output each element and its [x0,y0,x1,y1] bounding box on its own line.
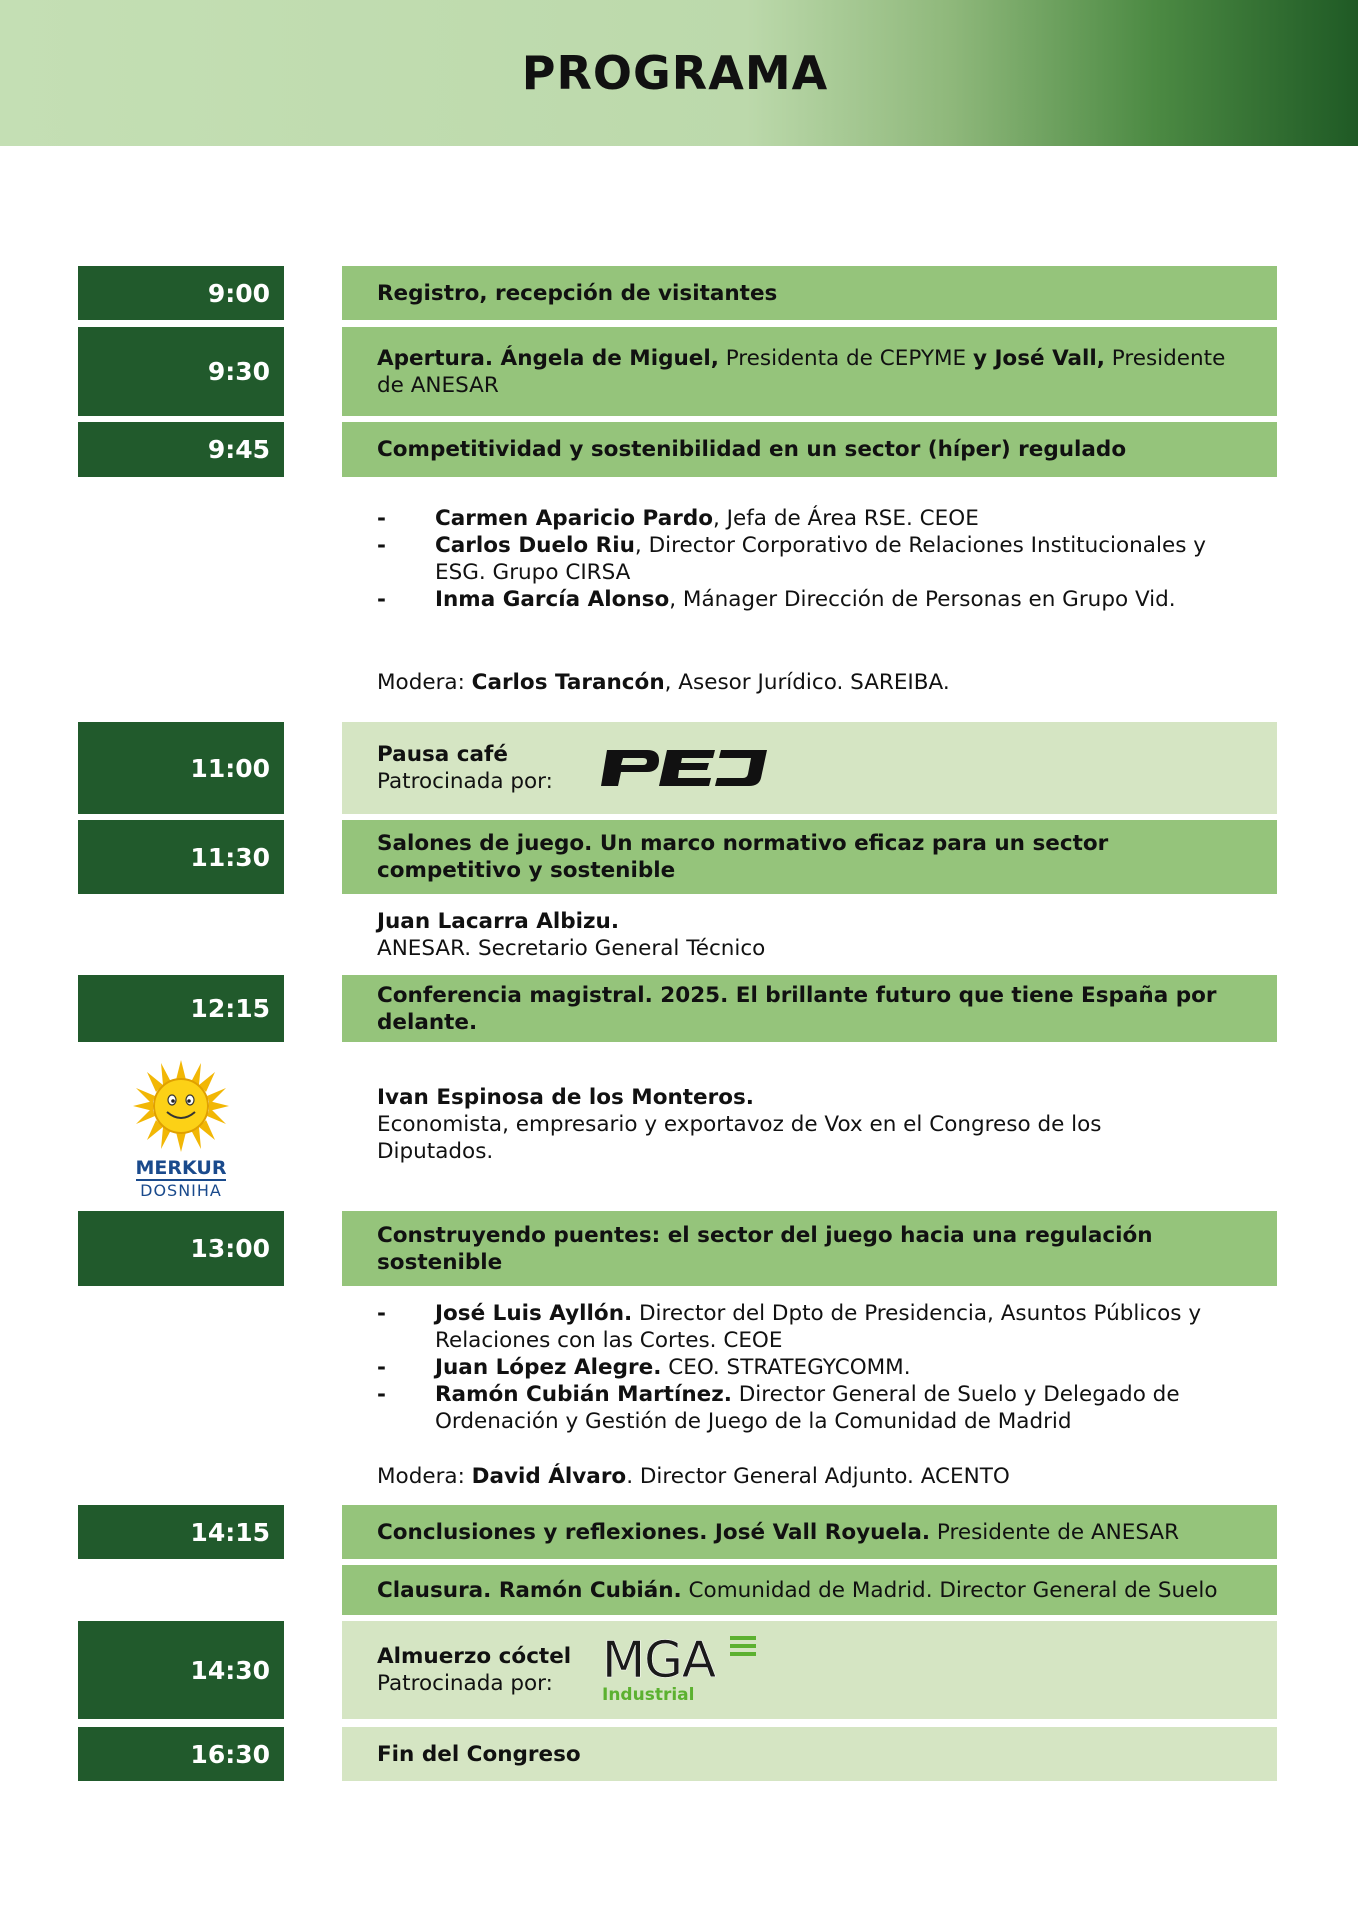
logo-text: MGA [602,1631,716,1689]
session-bar [342,1727,1277,1781]
session-title: Competitividad y sostenibilidad en un sector (híper) regulado [377,437,1127,462]
moderator-role: , Asesor Jurídico. SAREIBA. [664,670,950,695]
moderator-line [377,1463,1257,1490]
speaker-name: y José Vall, [972,345,1105,371]
speaker-role: Presidente de ANESAR [377,345,1226,398]
moderator-role: . Director General Adjunto. ACENTO [626,1464,1010,1489]
speaker-item: - José Luis Ayllón. Director del Dpto de Presidencia, Asuntos Públicos y Relaciones con las Cortes. CEOE [377,1301,1202,1353]
moderator-line [377,669,1257,696]
speaker-item: - Carmen Aparicio Pardo, Jefa de Área RSE. CEOE [377,506,979,531]
speaker-role: , Director Corporativo de Relaciones Institucionales y ESG. Grupo CIRSA [435,533,1206,585]
page-title: PROGRAMA [521,46,829,100]
session-title [377,1577,1247,1604]
logo-subtext: Industrial [602,1685,695,1705]
session-title: Conferencia magistral. 2025. El brillante futuro que tiene España por delante. [377,982,1217,1035]
speaker-role: Director General de Suelo y Delegado de Ordenación y Gestión de Juego de la Comunidad de Madrid [435,1382,1180,1434]
time-badge: 14:15 [78,1505,284,1559]
time-badge: 16:30 [78,1727,284,1781]
speaker-name: José Luis Ayllón. [435,1301,633,1326]
session-bar [342,722,1277,814]
time-badge: 11:30 [78,820,284,894]
session-bar [342,1505,1277,1559]
moderator-label: Modera: [377,1464,472,1489]
time-badge: 9:30 [78,327,284,416]
session-bar [342,1621,1277,1719]
logo-text: MERKUR [135,1157,227,1179]
session-bar [342,1565,1277,1615]
moderator-name: Carlos Tarancón [471,670,665,695]
speaker-name: Juan Lacarra Albizu. [377,909,620,934]
speaker-role: , Mánager Dirección de Personas en Grupo Vid. [669,587,1176,612]
moderator-name: David Álvaro [471,1464,627,1489]
speaker-item: - Carlos Duelo Riu, Director Corporativo de Relaciones Institucionales y ESG. Grupo CIRSA [377,533,1206,585]
time-badge: 14:30 [78,1621,284,1719]
session-title: Construyendo puentes: el sector del juego hacia una regulación sostenible [377,1222,1153,1275]
sun-icon [131,1058,231,1154]
sponsor-label: Patrocinada por: [377,769,553,794]
speaker-name: Apertura. Ángela de Miguel, [377,345,719,371]
speaker-role: Economista, empresario y exportavoz de Vox en el Congreso de los Diputados. [377,1112,1102,1164]
session-title: Registro, recepción de visitantes [377,280,778,306]
speaker-item: - Inma García Alonso, Mánager Dirección de Personas en Grupo Vid. [377,587,1176,612]
time-badge: 12:15 [78,975,284,1042]
title-bold: Conclusiones y reflexiones. José Vall Royuela. [377,1519,931,1545]
speaker-name: Inma García Alonso [435,587,670,612]
session-title [377,345,1247,399]
speakers-list [377,505,1257,613]
moderator-label: Modera: [377,670,472,695]
speaker-name: Ramón Cubián Martínez. [435,1382,732,1407]
speakers-list [377,1300,1257,1435]
speaker-role: Presidente de ANESAR [930,1519,1180,1545]
session-bar [342,266,1277,320]
session-title [377,1519,1247,1546]
title-bold: Clausura. Ramón Cubián. [377,1577,682,1603]
session-bar [342,327,1277,416]
session-title: Almuerzo cóctel [377,1644,572,1669]
session-bar [342,975,1277,1042]
speaker-role: CEO. STRATEGYCOMM. [661,1355,911,1380]
logo-subtext: DOSNIHA [140,1181,222,1200]
header-banner [0,0,1358,146]
session-title: Pausa café [377,742,508,767]
speaker-role: Director del Dpto de Presidencia, Asuntos Públicos y Relaciones con las Cortes. CEOE [435,1301,1202,1353]
speaker-block [377,1084,1257,1165]
sponsor-label: Patrocinada por: [377,1671,553,1696]
pej-logo [599,748,769,788]
merkur-logo [126,1058,236,1198]
session-bar [342,1211,1277,1286]
speaker-name: Carmen Aparicio Pardo [435,506,713,531]
time-badge: 13:00 [78,1211,284,1286]
time-badge: 11:00 [78,722,284,814]
speaker-name: Juan López Alegre. [435,1355,662,1380]
speaker-name: Ivan Espinosa de los Monteros. [377,1085,754,1110]
speaker-role: , Jefa de Área RSE. CEOE [713,506,979,531]
session-title: Fin del Congreso [377,1741,581,1767]
speaker-block [377,908,1257,962]
session-bar [342,422,1277,477]
mga-logo [602,1631,772,1706]
session-bar [342,820,1277,894]
speaker-role: Comunidad de Madrid. Director General de Suelo [681,1577,1218,1603]
speaker-item: - Ramón Cubián Martínez. Director General de Suelo y Delegado de Ordenación y Gestión de Juego de la Comunidad de Madrid [377,1382,1180,1434]
time-badge: 9:45 [78,422,284,477]
session-title: Salones de juego. Un marco normativo eficaz para un sector competitivo y sostenible [377,831,1109,883]
speaker-role: Presidenta de CEPYME [718,345,973,371]
menu-lines-icon [730,1636,756,1656]
time-badge: 9:00 [78,266,284,320]
speaker-item: - Juan López Alegre. CEO. STRATEGYCOMM. [377,1355,911,1380]
speaker-role: ANESAR. Secretario General Técnico [377,936,766,961]
speaker-name: Carlos Duelo Riu [435,533,635,558]
